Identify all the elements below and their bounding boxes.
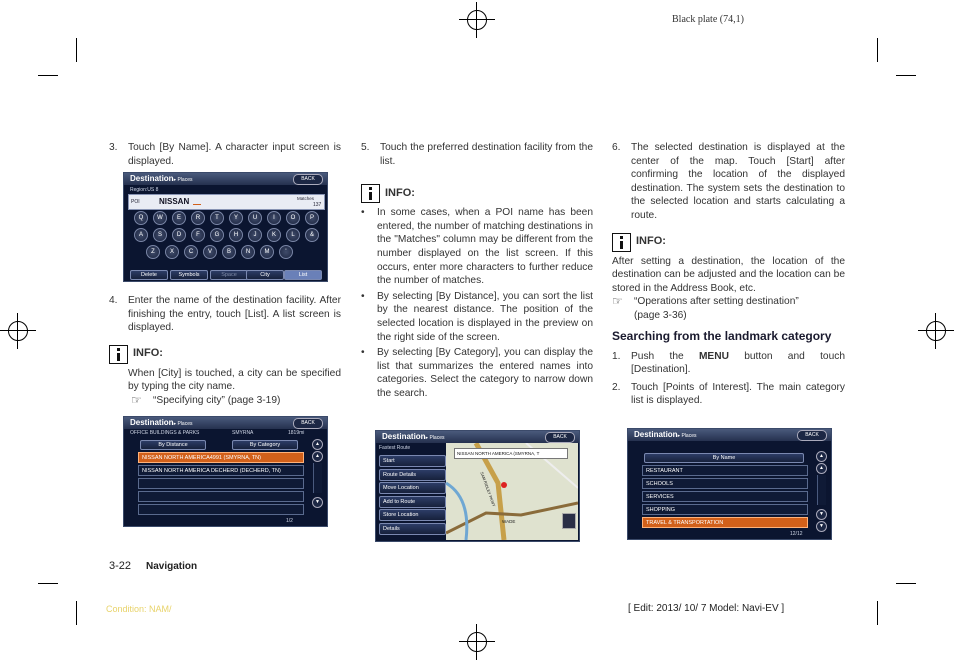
section-name: Navigation (146, 561, 198, 572)
keyboard-key[interactable]: & (305, 228, 319, 242)
list-screen: Destination▸ Places BACK OFFICE BUILDINGS & PARKS SMYRNA 1819mi By Distance By Category NISSAN NORTH AMERICA4991 (SMYRNA, TN) NISSAN NORTH AMERICA DECHERD (DECHERD, TN) ▲ ▲ ▼ 1/2 (123, 416, 328, 527)
cross-reference: ☞ “Specifying city” (page 3-19) (131, 392, 281, 407)
plate-label: Black plate (74,1) (672, 14, 744, 25)
keyboard-key[interactable]: Q (134, 211, 148, 225)
step-5: 5. Touch the preferred destination facility from the list. (361, 142, 593, 167)
city-button[interactable]: City (246, 270, 284, 280)
step-2: 2. Touch [Points of Interest]. The main category list is displayed. (612, 381, 845, 407)
step-1: 1. Push the MENU button and touch [Destination]. (612, 350, 846, 376)
back-button[interactable]: BACK (293, 418, 323, 429)
space-button[interactable]: Space (210, 270, 248, 280)
info-bullet: • By selecting [By Distance], you can sort the list by the nearest distance. The position of the selected location is displayed in the preview on the right side of the screen. (361, 290, 593, 343)
delete-button[interactable]: Delete (130, 270, 168, 280)
info-text: When [City] is touched, a city can be specified by typing the city name. (128, 367, 341, 393)
info-heading: INFO: (612, 233, 845, 252)
region-label: Region:US 8 (130, 187, 159, 193)
info-heading: INFO: (361, 184, 593, 203)
keyboard-key[interactable]: ' (279, 245, 293, 259)
keyboard-key[interactable]: O (286, 211, 300, 225)
keyboard-key[interactable]: M (260, 245, 274, 259)
list-item[interactable]: RESTAURANT (642, 465, 808, 476)
condition-label: Condition: NAM/ (106, 604, 172, 614)
category-list-screen: Destination▸ Places BACK By Name RESTAURANT SCHOOLS SERVICES SHOPPING TRAVEL & TRANSPORTATION ▲ ▲ ▼ ▼ 12/12 (627, 428, 832, 540)
matches-count: 137 (313, 202, 322, 208)
edit-info: [ Edit: 2013/ 10/ 7 Model: Navi-EV ] (628, 603, 785, 614)
keyboard-key[interactable]: G (210, 228, 224, 242)
keyboard-key[interactable]: V (203, 245, 217, 259)
scroll-down-icon[interactable]: ▼ (312, 497, 323, 508)
step-4: 4. Enter the name of the destination facility. After finishing the entry, touch [List]. A list screen is displayed. (109, 295, 341, 334)
list-item[interactable]: TRAVEL & TRANSPORTATION (642, 517, 808, 528)
keyboard-key[interactable]: I (267, 211, 281, 225)
keyboard-key[interactable]: T (210, 211, 224, 225)
pointing-hand-icon: ☞ (612, 294, 623, 309)
info-icon (612, 233, 631, 252)
symbols-button[interactable]: Symbols (170, 270, 208, 280)
list-item[interactable]: NISSAN NORTH AMERICA DECHERD (DECHERD, TN) (138, 465, 304, 476)
scroll-up-icon[interactable]: ▲ (816, 451, 827, 462)
keyboard-key[interactable]: Z (146, 245, 160, 259)
crop-mark (896, 583, 916, 584)
registration-mark (459, 624, 495, 660)
back-button[interactable]: BACK (293, 174, 323, 185)
step-3: 3. Touch [By Name]. A character input screen is displayed. (109, 142, 341, 167)
back-button[interactable]: BACK (545, 432, 575, 443)
registration-mark (918, 313, 954, 349)
column-1 (109, 141, 341, 168)
page-number: 3-22 (109, 560, 132, 572)
list-item[interactable]: SERVICES (642, 491, 808, 502)
scrollbar[interactable] (817, 475, 826, 505)
crop-mark (38, 75, 58, 76)
keyboard-key[interactable]: B (222, 245, 236, 259)
keyboard-key[interactable]: K (267, 228, 281, 242)
by-distance-button[interactable]: By Distance (140, 440, 206, 450)
scroll-up-icon[interactable]: ▲ (312, 439, 323, 450)
info-icon (109, 345, 128, 364)
scrollbar[interactable] (313, 463, 322, 493)
keyboard-key[interactable]: C (184, 245, 198, 259)
compass-icon[interactable] (562, 513, 576, 529)
crop-mark (877, 601, 878, 625)
cross-reference: ☞ “Operations after setting destination” (612, 294, 799, 309)
keyboard-key[interactable]: S (153, 228, 167, 242)
map-preview[interactable] (446, 443, 578, 540)
scroll-up-icon[interactable]: ▲ (816, 463, 827, 474)
keyboard-key[interactable]: Y (229, 211, 243, 225)
menu-item[interactable]: Add to Route (379, 496, 446, 508)
info-icon (361, 184, 380, 203)
scroll-down-icon[interactable]: ▼ (816, 509, 827, 520)
list-button[interactable]: List (284, 270, 322, 280)
name-input[interactable]: POI NISSAN Matches 137 (128, 194, 325, 210)
by-name-button[interactable]: By Name (644, 453, 804, 463)
crop-mark (76, 601, 77, 625)
list-item[interactable] (138, 491, 304, 502)
step-6: 6. The selected destination is displayed at the center of the map. Touch [Start] after confirming the location of the displayed destination. The system sets the destination to the selected location and starts calculating a route. (612, 142, 845, 221)
keyboard-key[interactable]: W (153, 211, 167, 225)
info-heading: INFO: (109, 345, 341, 364)
character-input-screen: Destination▸ Places BACK Region:US 8 POI NISSAN Matches 137 Q W E R T Y U I O P A S D F G H J K L & Z X C V B N M ' Delete Symbols Space City List (123, 172, 328, 282)
menu-item[interactable]: Store Location (379, 509, 446, 521)
keyboard-key[interactable]: E (172, 211, 186, 225)
crop-mark (38, 583, 58, 584)
back-button[interactable]: BACK (797, 430, 827, 441)
list-item[interactable]: NISSAN NORTH AMERICA4991 (SMYRNA, TN) (138, 452, 304, 463)
destination-preview-screen: Destination▸ Places BACK Fastest Route Start Route Details Move Location Add to Route Store Location Details NISSAN NORTH AMERICA (SMYRNA, T SAM RIDLEY PKWY WADE (375, 430, 580, 542)
info-bullet: • By selecting [By Category], you can display the list that summarizes the entered names into categories. Select the category to narrow down the search. (361, 347, 593, 399)
pointing-hand-icon: ☞ (131, 392, 142, 407)
keyboard-key[interactable]: F (191, 228, 205, 242)
keyboard-key[interactable]: X (165, 245, 179, 259)
column-1-lower (109, 294, 341, 408)
menu-item[interactable]: Start (379, 455, 446, 467)
keyboard-key[interactable]: J (248, 228, 262, 242)
registration-mark (0, 313, 36, 349)
crop-mark (76, 38, 77, 62)
keyboard-key[interactable]: H (229, 228, 243, 242)
crop-mark (896, 75, 916, 76)
keyboard-key[interactable]: U (248, 211, 262, 225)
keyboard-key[interactable]: N (241, 245, 255, 259)
menu-item[interactable]: Details (379, 523, 446, 535)
list-item[interactable]: SHOPPING (642, 504, 808, 515)
keyboard-key[interactable]: A (134, 228, 148, 242)
column-2 (361, 141, 593, 401)
by-category-button[interactable]: By Category (232, 440, 298, 450)
registration-mark (459, 2, 495, 38)
keyboard-key[interactable]: P (305, 211, 319, 225)
menu-item[interactable]: Route Details (379, 469, 446, 481)
street-label: WADE (502, 519, 516, 524)
input-value: NISSAN (159, 197, 190, 206)
info-text: After setting a destination, the location of the destination can be adjusted and the location can be stored in the Address Book, etc. (612, 255, 845, 294)
column-3: 6. The selected destination is displayed at the center of the map. Touch [Start] after confirming the location of the displayed destination. The system sets the destination to the selected location and starts calculating a route. INFO: After setting a destination, the location of the destination can be adjusted and the location can be stored in the Address Book, etc. ☞ “Operations after setting destination” (page 3-36) Searching from the landmark category 1. Push the MENU button and touch [Destination]. 2. Touch [Points of Interest]. The main category list is displayed. (612, 142, 846, 407)
poi-label: NISSAN NORTH AMERICA (SMYRNA, T (454, 448, 568, 459)
keyboard-key[interactable]: D (172, 228, 186, 242)
list-item[interactable] (138, 504, 304, 515)
info-bullet: • In some cases, when a POI name has been entered, the number of matching destinations in the "Matches" column may be different from the number displayed on the list screen. If this occurs, enter more characters to further reduce the number of matches. (361, 207, 593, 287)
keyboard-key[interactable]: L (286, 228, 300, 242)
street-label: SAM RIDLEY PKWY (479, 471, 497, 508)
keyboard-key[interactable]: R (191, 211, 205, 225)
menu-item[interactable]: Move Location (379, 482, 446, 494)
scroll-up-icon[interactable]: ▲ (312, 451, 323, 462)
crop-mark (877, 38, 878, 62)
list-item[interactable] (138, 478, 304, 489)
list-item[interactable]: SCHOOLS (642, 478, 808, 489)
section-heading: Searching from the landmark category (612, 328, 832, 343)
scroll-down-icon[interactable]: ▼ (816, 521, 827, 532)
